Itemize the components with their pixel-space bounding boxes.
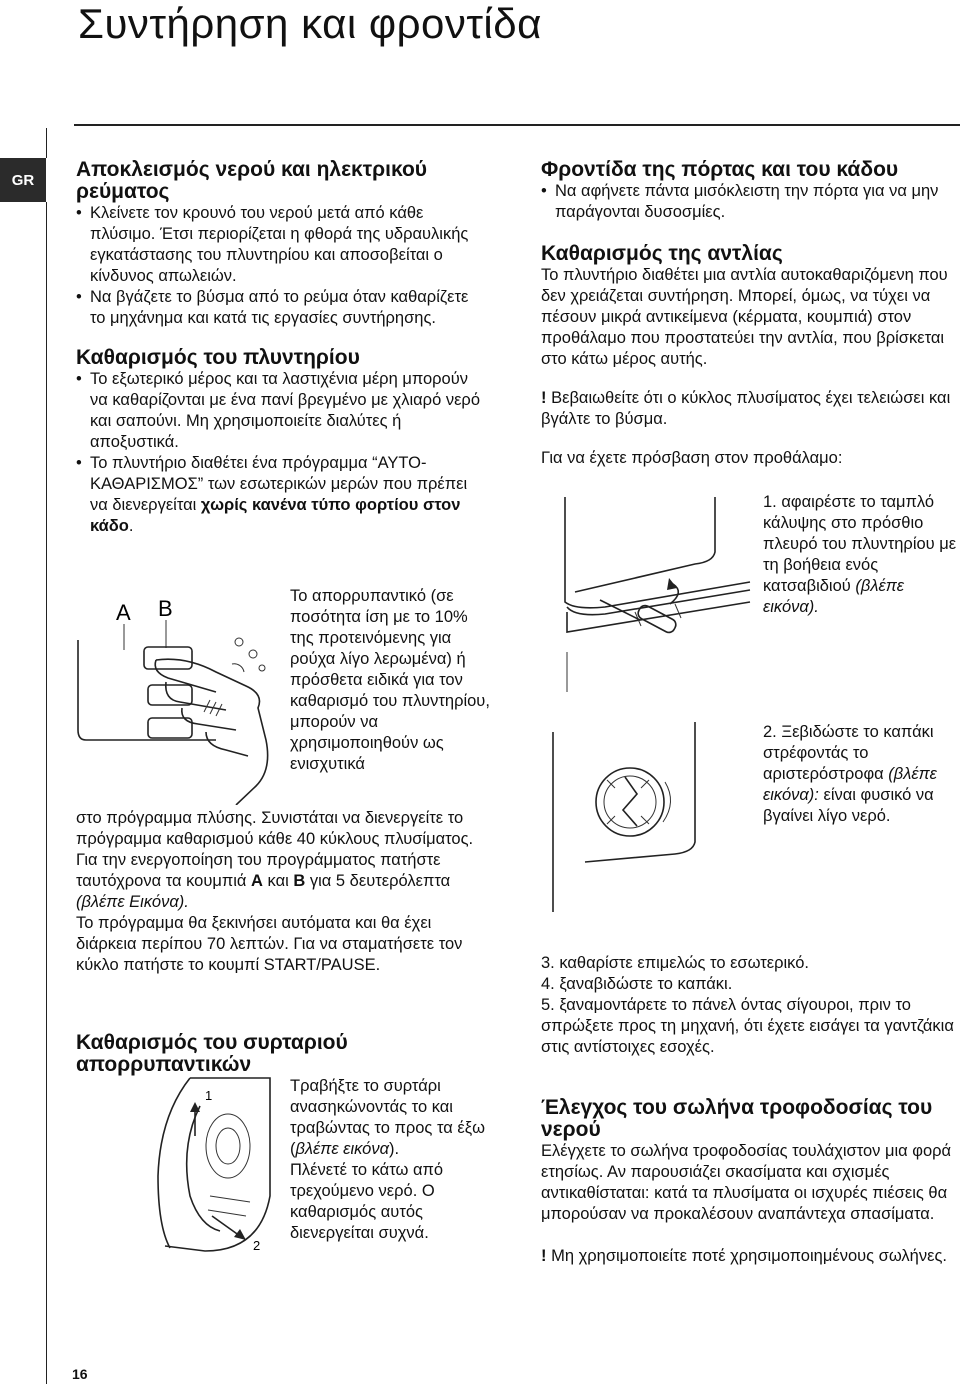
- steps-3-5: 3. καθαρίστε επιμελώς το εσωτερικό. 4. ξαναβιδώστε το καπάκι. 5. ξαναμοντάρετε το πάνελ όντας σίγουροι, πριν το σπρώξετε προς τη μηχανή, ότι έχετε εισάγει τα γαντζάκια στις αντίστοιχες εσοχές.: [541, 954, 954, 1056]
- button-a-label: A: [116, 600, 131, 625]
- page-title: Συντήρηση και φροντίδα: [78, 0, 542, 47]
- pump-cap-figure: [545, 722, 760, 922]
- list-item: • Κλείνετε τον κρουνό του νερού μετά από κάθε πλύσιμο. Έτσι περιορίζεται η φθορά της υδραυλικής εγκατάστασης του πλυντηρίου και αποσοβείται ο κίνδυνος απωλειών.: [76, 203, 486, 287]
- drawer-text: Τραβήξτε το συρτάρι ανασηκώνοντάς το και τραβώντας το προς τα έξω (βλέπε εικόνα). Πλένετέ το κάτω από τρεχούμενο νερό. Ο καθαρισμός αυτός διενεργείται συχνά.: [290, 1077, 485, 1242]
- hose-section: Έλεγχος του σωλήνα τροφοδοσίας του νερού Ελέγχετε το σωλήνα τροφοδοσίας τουλάχιστον μια φορά ετησίως. Αν παρουσιάζει σκασίματα και σχισμές αντικαθίσταται: κατά τα πλυσίματα οι ισχυρές πιέσεις θα μπορούσαν να προκαλέσουν αναπάντεχα σπασίματα. ! Μη χρησιμοποιείτε ποτέ χρησιμοποιημένους σωλήνες.: [541, 1097, 959, 1267]
- section-heading-cleaning: Καθαρισμός του πλυντηρίου: [76, 346, 360, 369]
- margin-line-top: [46, 128, 47, 158]
- activation-instructions: Για την ενεργοποίηση του προγράμματος πατήστε ταυτόχρονα τα κουμπιά A και B για 5 δευτερόλεπτα (βλέπε Εικόνα).: [76, 851, 451, 911]
- list-item: • Να βγάζετε το βύσμα από το ρεύμα όταν καθαρίζετε το μηχάνημα και κατά τις εργασίες συντήρησης.: [76, 287, 486, 329]
- step-number-2: 2: [253, 1238, 261, 1253]
- step-number-1: 1: [205, 1088, 213, 1103]
- warning-hose: ! Μη χρησιμοποιείτε ποτέ χρησιμοποιημένους σωλήνες.: [541, 1247, 947, 1265]
- list-item: • Το πλυντήριο διαθέτει ένα πρόγραμμα “ΑΥΤΟ-ΚΑΘΑΡΙΣΜΟΣ” των εσωτερικών μερών που πρέπει να διενεργείται χωρίς κανένα τύπο φορτίου στον κάδο.: [76, 453, 486, 537]
- detergent-note: Το απορρυπαντικό (σε ποσότητα ίση με το 10% της προτεινόμενης για ρούχα λίγο λερωμένα) ή πρόσθετα ειδικά για τον καθαρισμό του πλυντηρίου, μπορούν να χρησιμοποιηθούν ως ενισχυτικά: [290, 587, 490, 773]
- left-column-cont: στο πρόγραμμα πλύσης. Συνιστάται να διενεργείτε το πρόγραμμα καθαρισμού κάθε 40 κύκλους πλυσίματος. Για την ενεργοποίηση του προγράμματος πατήστε ταυτόχρονα τα κουμπιά A και B για 5 δευτερόλεπτα (βλέπε Εικόνα). Το πρόγραμμα θα ξεκινήσει αυτόματα και θα έχει διάρκεια περίπου 70 λεπτών. Για να σταματήσετε τον κύκλο πατήστε το κουμπί START/PAUSE.: [76, 808, 496, 976]
- section-heading-drawer: Καθαρισμός του συρταριού απορρυπαντικών: [76, 1031, 348, 1076]
- margin-line: [46, 202, 47, 1384]
- right-column: Φροντίδα της πόρτας και του κάδου • Να αφήνετε πάντα μισόκλειστη την πόρτα για να μην παράγονται δυσοσμίες. Καθαρισμός της αντλίας Το πλυντήριο διαθέτει μια αντλία αυτοκαθαριζόμενη που δεν χρειάζεται συντήρηση. Μπορεί, όμως, να τύχει να πέσουν μικρά αντικείμενα (κέρματα, κουμπιά) στον προθάλαμο που προστατεύει την αντλία, που βρίσκεται στο κάτω μέρος αυτής. ! Βεβαιωθείτε ότι ο κύκλος πλυσίματος έχει τελειώσει και βγάλτε το βύσμα. Για να έχετε πρόσβαση στον προθάλαμο:: [541, 159, 959, 469]
- page-number: 16: [72, 1366, 88, 1382]
- section-heading-hose: Έλεγχος του σωλήνα τροφοδοσίας του νερού: [541, 1096, 933, 1141]
- detergent-drawer-figure: [150, 1076, 275, 1256]
- left-column: [76, 159, 486, 537]
- panel-removal-figure: [545, 492, 760, 692]
- button-b-label: B: [158, 596, 173, 621]
- list-item: • Να αφήνετε πάντα μισόκλειστη την πόρτα για να μην παράγονται δυσοσμίες.: [541, 181, 959, 223]
- step-1: 1. αφαιρέστε το ταμπλό κάλυψης στο πρόσθιο πλευρό του πλυντηρίου με τη βοήθεια ενός κατσαβιδιού (βλέπε εικόνα).: [763, 493, 957, 616]
- control-panel-figure: [76, 590, 286, 805]
- step-2: 2. Ξεβιδώστε το καπάκι στρέφοντάς το αριστερόστροφα (βλέπε εικόνα): είναι φυσικό να βγαίνει λίγο νερό.: [763, 723, 937, 825]
- section-heading-pump: Καθαρισμός της αντλίας: [541, 242, 783, 265]
- list-item: • Το εξωτερικό μέρος και τα λαστιχένια μέρη μπορούν να καθαρίζονται με ένα πανί βρεγμένο με χλιαρό νερό και σαπούνι. Μη χρησιμοποιείτε διαλύτες ή αποξυστικά.: [76, 369, 486, 453]
- section-heading-shutoff: Αποκλεισμός νερού και ηλεκτρικού ρεύματος: [76, 158, 428, 203]
- section-heading-door: Φροντίδα της πόρτας και του κάδου: [541, 158, 899, 181]
- title-divider: [74, 124, 960, 126]
- drawer-section: [76, 1032, 406, 1076]
- language-tab: GR: [0, 158, 46, 202]
- warning-unplug: ! Βεβαιωθείτε ότι ο κύκλος πλυσίματος έχει τελειώσει και βγάλτε το βύσμα.: [541, 389, 951, 428]
